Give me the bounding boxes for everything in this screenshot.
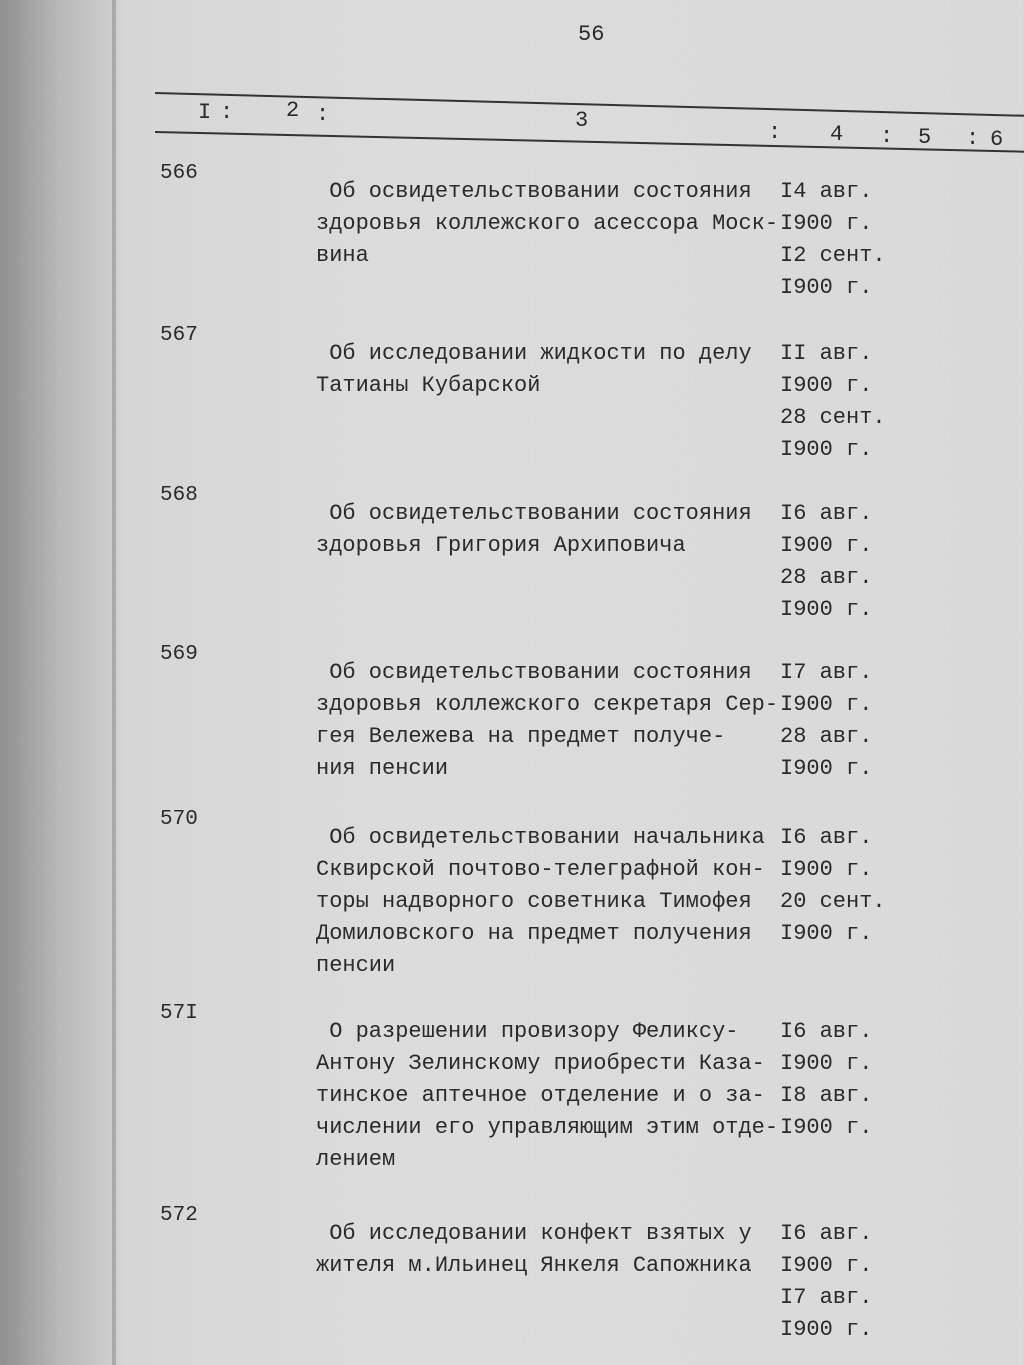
entry-description [316,176,778,272]
date-line: I8 авг. [780,1083,873,1108]
entry-number: 566 [160,162,198,185]
description-line: числении его управляющим этим отде- [316,1115,779,1140]
header-bottom-rule [155,131,1024,153]
date-line: I900 г. [780,756,873,781]
date-line: 28 авг. [780,724,873,749]
entry-dates [780,1016,872,1144]
entry-number: 570 [160,808,198,831]
date-line: I900 г. [780,211,873,236]
date-line: I6 авг. [780,1019,873,1044]
header-col-2: 2 [286,98,300,123]
entry-number: 572 [160,1204,198,1227]
date-line: I900 г. [780,373,873,398]
header-sep: : [768,120,782,145]
date-line: I6 авг. [780,501,873,526]
date-line: 20 сент. [780,889,886,914]
date-line: 28 авг. [780,565,873,590]
date-line: I6 авг. [780,825,873,850]
description-line: гея Вележева на предмет получе- [316,724,726,749]
entry-number: 57I [160,1002,198,1025]
description-line: Об освидетельствовании состояния [316,501,752,526]
entry-dates [780,1218,872,1346]
description-line: торы надворного советника Тимофея [316,889,752,914]
header-col-6: 6 [990,127,1004,152]
date-line: I900 г. [780,597,873,622]
entry-dates [780,498,872,626]
header-col-4: 4 [830,122,844,147]
date-line: I900 г. [780,692,873,717]
entry-number: 569 [160,643,198,666]
description-line: здоровья коллежского секретаря Сер- [316,692,779,717]
date-line: I7 авг. [780,660,873,685]
date-line: I900 г. [780,1115,873,1140]
header-sep: : [316,102,330,127]
description-line: Об освидетельствовании начальника [316,825,765,850]
entry-description [316,822,765,982]
description-line: тинское аптечное отделение и о за- [316,1083,765,1108]
entry-dates [780,338,886,466]
date-line: I6 авг. [780,1221,873,1246]
date-line: II авг. [780,341,873,366]
entry-number: 567 [160,324,198,347]
description-line: пенсии [316,953,396,978]
header-col-3: 3 [575,108,589,133]
description-line: Об исследовании конфект взятых у [316,1221,752,1246]
description-line: Об освидетельствовании состояния [316,179,752,204]
entry-description [316,338,752,402]
description-line: Об исследовании жидкости по делу [316,341,752,366]
description-line: Татианы Кубарской [316,373,541,398]
entry-dates [780,176,886,304]
description-line: вина [316,243,369,268]
description-line: Сквирской почтово-телеграфной кон- [316,857,765,882]
page-number: 56 [578,22,605,47]
date-line: I4 авг. [780,179,873,204]
entry-number: 568 [160,484,198,507]
date-line: I900 г. [780,1317,873,1342]
date-line: I900 г. [780,533,873,558]
entry-dates [780,822,886,950]
header-col-5: 5 [918,125,932,150]
description-line: О разрешении провизору Феликсу- [316,1019,739,1044]
date-line: I900 г. [780,1253,873,1278]
date-line: I900 г. [780,857,873,882]
description-line: лением [316,1147,396,1172]
header-sep: : [880,124,894,149]
header-col-1: I [198,100,212,125]
entry-description [316,498,752,562]
description-line: Домиловского на предмет получения [316,921,752,946]
date-line: I900 г. [780,275,873,300]
date-line: I2 сент. [780,243,886,268]
description-line: здоровья Григория Архиповича [316,533,686,558]
date-line: I7 авг. [780,1285,873,1310]
entry-description [316,1016,778,1176]
description-line: ния пенсии [316,756,449,781]
entry-description [316,657,778,785]
date-line: I900 г. [780,921,873,946]
description-line: Об освидетельствовании состояния [316,660,752,685]
entry-description [316,1218,752,1282]
date-line: 28 сент. [780,405,886,430]
entry-dates [780,657,872,785]
header-sep: : [966,126,980,151]
description-line: жителя м.Ильинец Янкеля Сапожника [316,1253,752,1278]
description-line: здоровья коллежского асессора Моск- [316,211,779,236]
description-line: Антону Зелинскому приобрести Каза- [316,1051,765,1076]
page-binding [112,0,116,1365]
date-line: I900 г. [780,1051,873,1076]
date-line: I900 г. [780,437,873,462]
header-sep: : [220,100,234,125]
